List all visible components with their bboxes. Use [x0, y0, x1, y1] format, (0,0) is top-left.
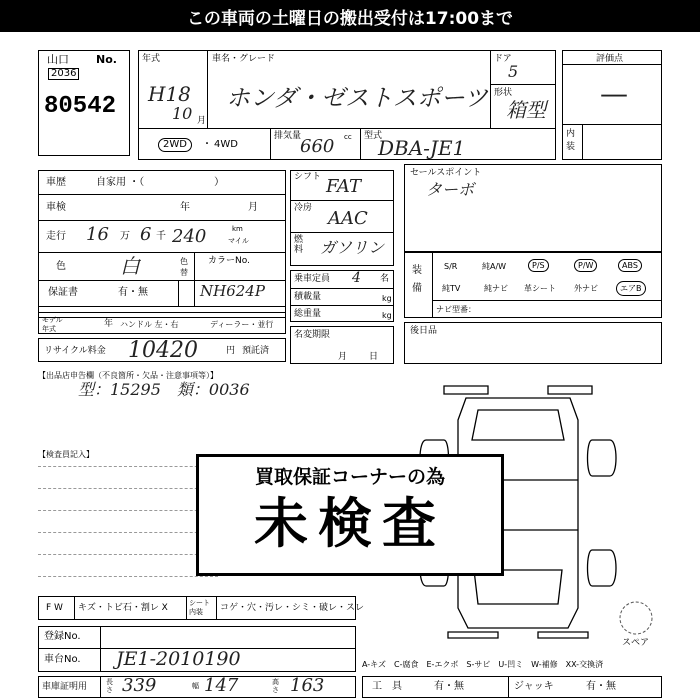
shift-value: FAT: [326, 176, 361, 197]
attachments-label: 後日品: [410, 326, 438, 336]
man-unit: 万: [120, 231, 130, 242]
mileage-sen: 6: [140, 224, 152, 245]
equip-alloy-wheel: 純A/W: [482, 262, 507, 271]
height-label: 高さ: [272, 678, 279, 694]
equip-power-window: P/W: [574, 259, 597, 272]
load-unit: kg: [382, 294, 392, 303]
jack-value: 有・無: [586, 681, 616, 692]
equip-airbag: エアB: [616, 281, 646, 296]
tools-value: 有・無: [434, 681, 464, 692]
length-label: 長さ: [106, 678, 113, 694]
dealer-import: ディーラー・並行: [210, 320, 274, 329]
fuel-label: 燃料: [294, 235, 304, 255]
color-number: NH624P: [200, 282, 265, 300]
navi-model-label: ナビ型番：: [436, 305, 476, 314]
car-name: ホンダ・ゼストスポーツ: [226, 84, 488, 112]
warranty-value: 有・無: [118, 287, 148, 298]
year-label: 年式: [142, 54, 161, 64]
sales-point-label: セールスポイント: [410, 168, 482, 178]
displacement-value: 660: [300, 136, 335, 157]
mileage-man: 16: [86, 224, 109, 245]
height-value: 163: [290, 675, 325, 696]
inspector-label: 【検査員記入】: [38, 450, 94, 459]
model-code: DBA-JE1: [378, 136, 466, 160]
registration-label: 登録No.: [44, 631, 81, 642]
stamp-line-2: 未検査: [254, 492, 446, 555]
seat-label: シート内装: [189, 599, 210, 616]
sen-unit: 千: [156, 231, 166, 242]
color-change-label: 色替: [180, 257, 188, 277]
attachments-box: [404, 322, 662, 364]
warranty-label: 保証書: [48, 287, 78, 298]
equip-power-steering: P/S: [528, 259, 549, 272]
damage-legend: A-キズ C-腐食 E-エクボ S-サビ U-凹ミ W-補修 XX-交換済: [362, 660, 604, 669]
inspection-label: 車検: [46, 202, 66, 213]
history-value: 自家用 ・（ ）: [96, 177, 225, 188]
weight-label: 総重量: [294, 309, 322, 319]
displacement-label: 排気量: [274, 131, 302, 141]
width-value: 147: [204, 675, 239, 696]
seat-text: コゲ・穴・汚レ・シミ・破レ・スレ: [220, 603, 365, 613]
garage-cert-label: 車庫証明用: [42, 682, 88, 692]
color-value: 白: [120, 254, 140, 278]
length-value: 339: [122, 675, 157, 696]
model-code-label: 型式: [364, 131, 383, 141]
car-name-label: 車名・グレード: [212, 54, 276, 64]
shift-label: シフト: [294, 172, 322, 182]
equip-sr: S/R: [444, 262, 458, 271]
spare-label: スペア: [622, 638, 650, 648]
sales-point-value: ターボ: [426, 180, 475, 199]
mileage-rest: 240: [172, 226, 207, 247]
lot-no-label: No.: [96, 53, 117, 66]
fuel-value: ガソリン: [320, 238, 385, 257]
weight-unit: kg: [382, 311, 392, 320]
capacity-label: 乗車定員: [294, 274, 331, 284]
equip-abs: ABS: [618, 259, 642, 272]
drive-2wd: 2WD: [158, 138, 192, 152]
equip-ext-navi: 外ナビ: [574, 284, 598, 293]
handle-side: ハンドル 左・右: [120, 320, 179, 329]
equipment-label: 装備: [412, 265, 422, 294]
lot-number: 80542: [44, 93, 117, 120]
deposited-label: 預託済: [242, 346, 270, 356]
region-label: 山口: [47, 53, 69, 66]
yen-unit: 円: [226, 346, 236, 356]
fw-label: F W: [46, 603, 63, 613]
inspection-year-unit: 年: [180, 202, 190, 213]
model-year-label: モデル年式: [42, 316, 63, 333]
fw-text: キズ・トビ石・割レ X: [78, 603, 168, 613]
color-label: 色: [56, 261, 66, 272]
name-change-unit: 月日: [338, 352, 401, 362]
jack-label: ジャッキ: [514, 681, 554, 692]
frame-label: 車台No.: [44, 654, 81, 665]
recycle-fee: 10420: [128, 338, 198, 363]
equip-navi: 純ナビ: [484, 284, 508, 293]
lot-code: 2036: [48, 68, 79, 80]
inspection-month-unit: 月: [248, 202, 258, 213]
ac-label: 冷房: [294, 203, 313, 213]
notes-label: 【出品店申告欄（不良箇所・欠品・注意事項等）】: [38, 371, 218, 380]
drive-4wd: 4WD: [214, 139, 238, 150]
drive-separator: ・: [202, 139, 212, 150]
stamp-line-1: 買取保証コーナーの為: [254, 466, 445, 488]
model-year-unit: 年: [104, 319, 114, 329]
capacity-value: 4: [352, 270, 361, 286]
month-unit-label: 月: [197, 116, 207, 126]
spare-tire-icon: [618, 600, 654, 636]
score-value: —: [600, 77, 628, 110]
tools-row: [362, 676, 662, 698]
mile-unit: マイル: [228, 237, 249, 245]
name-change-label: 名変期限: [294, 330, 331, 340]
year-month: 10: [172, 104, 193, 123]
width-label: 幅: [192, 682, 199, 690]
door-count: 5: [508, 62, 519, 81]
capacity-unit: 名: [380, 274, 390, 284]
mileage-label: 走行: [46, 231, 66, 242]
equip-leather: 革シート: [524, 284, 556, 293]
notes-text: 型：15295 類：0036: [78, 380, 250, 399]
interior-label: 内装: [566, 129, 576, 152]
tools-label: 工 具: [372, 681, 402, 692]
color-no-label: カラーNo.: [208, 256, 250, 266]
cc-unit: cc: [344, 133, 352, 141]
shape-label: 形状: [494, 88, 513, 98]
door-label: ドア: [494, 54, 512, 64]
history-label: 車歴: [46, 177, 66, 188]
equip-tv: 純TV: [442, 284, 461, 293]
load-label: 積載量: [294, 292, 322, 302]
body-shape: 箱型: [506, 98, 546, 122]
frame-number: JE1-2010190: [116, 648, 241, 670]
km-unit: km: [232, 225, 243, 233]
saturday-notice-banner: この車両の土曜日の搬出受付は17:00まで: [0, 0, 700, 32]
ac-value: AAC: [328, 208, 368, 229]
year-era: H18: [148, 82, 191, 106]
score-label: 評価点: [596, 54, 624, 64]
recycle-label: リサイクル料金: [44, 346, 106, 356]
